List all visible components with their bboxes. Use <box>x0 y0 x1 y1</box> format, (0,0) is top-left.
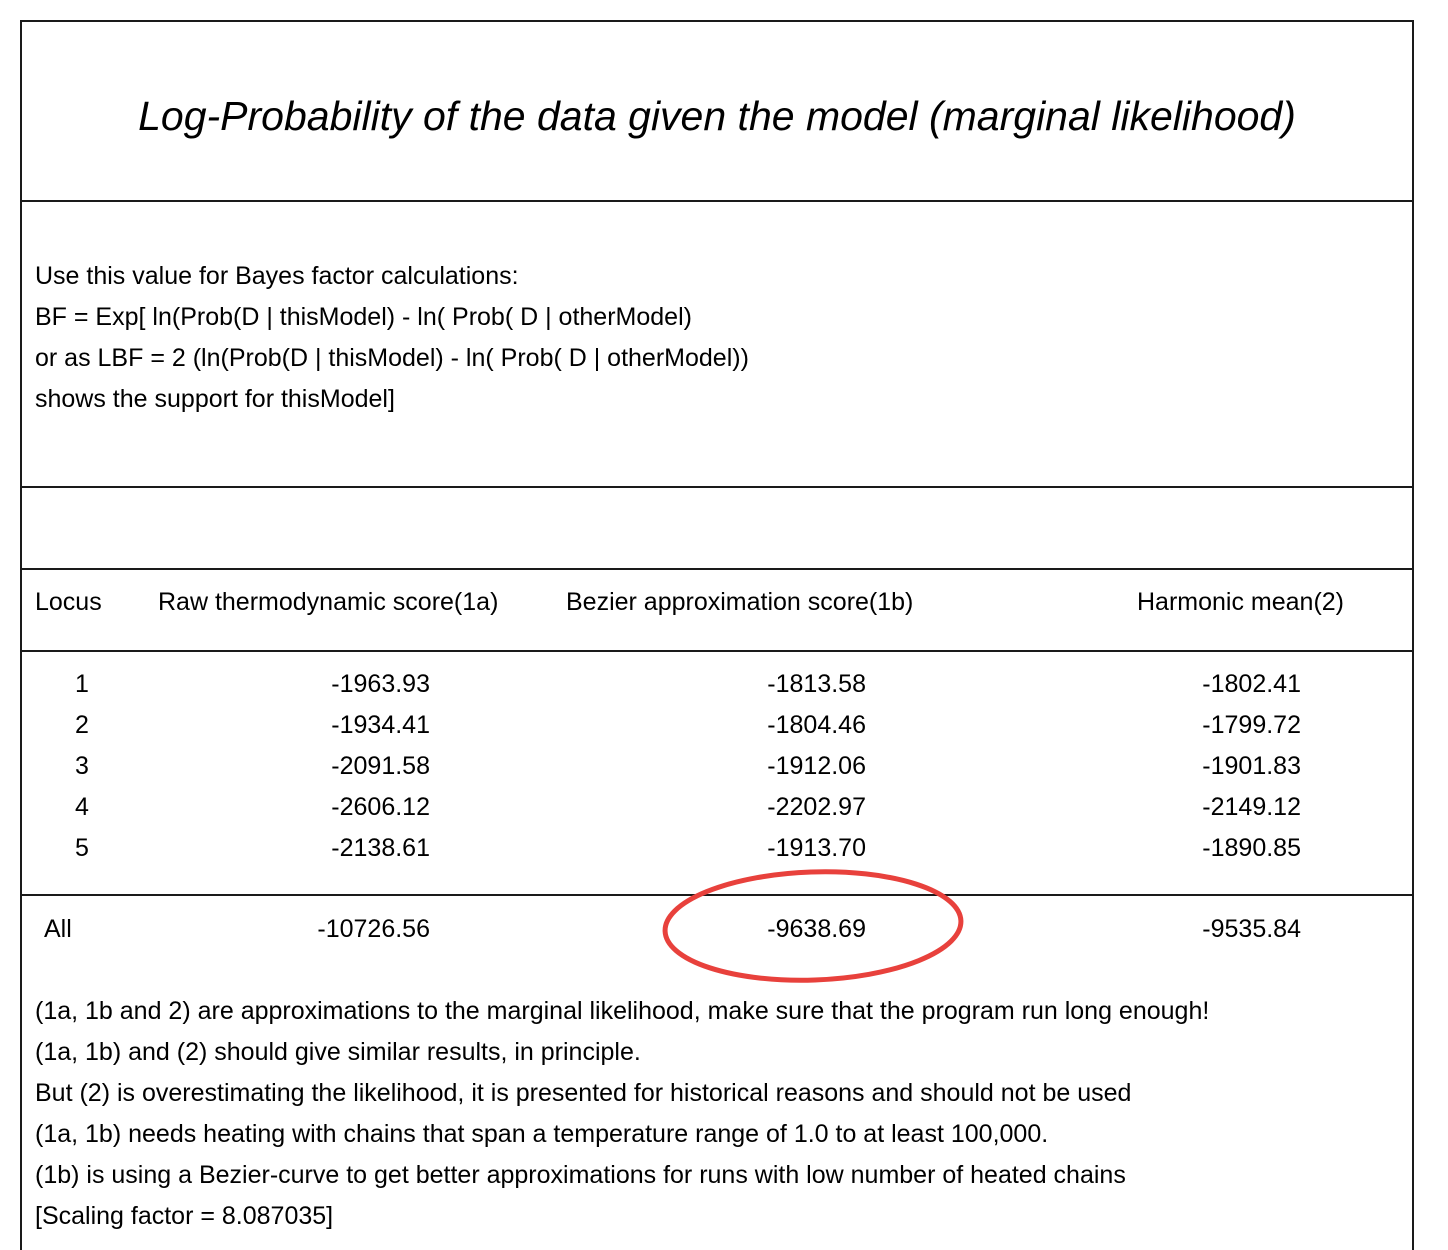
intro-line: or as LBF = 2 (ln(Prob(D | thisModel) - ln( Prob( D | otherModel)) <box>35 344 749 372</box>
divider <box>22 568 1412 570</box>
bezier-score-cell: -1912.06 <box>767 752 866 780</box>
bezier-score-cell: -1804.46 <box>767 711 866 739</box>
divider <box>22 894 1412 896</box>
raw-score-cell: -2606.12 <box>331 793 430 821</box>
total-bezier-score-cell: -9638.69 <box>767 915 866 943</box>
harmonic-mean-cell: -1901.83 <box>1202 752 1301 780</box>
raw-score-cell: -1963.93 <box>331 670 430 698</box>
report-title: Log-Probability of the data given the model (marginal likelihood) <box>138 93 1296 139</box>
harmonic-mean-cell: -1802.41 <box>1202 670 1301 698</box>
note-line: (1a, 1b) and (2) should give similar results, in principle. <box>35 1038 641 1066</box>
harmonic-mean-cell: -1799.72 <box>1202 711 1301 739</box>
locus-cell: 2 <box>75 711 89 739</box>
report-frame <box>20 20 1414 1250</box>
locus-cell: 3 <box>75 752 89 780</box>
total-harmonic-mean-cell: -9535.84 <box>1202 915 1301 943</box>
harmonic-mean-cell: -2149.12 <box>1202 793 1301 821</box>
locus-cell: 1 <box>75 670 89 698</box>
note-line: (1a, 1b) needs heating with chains that span a temperature range of 1.0 to at least 100,000. <box>35 1120 1049 1148</box>
note-line: (1a, 1b and 2) are approximations to the marginal likelihood, make sure that the program run long enough! <box>35 997 1210 1025</box>
divider <box>22 650 1412 652</box>
column-header-bezier: Bezier approximation score(1b) <box>566 588 914 616</box>
harmonic-mean-cell: -1890.85 <box>1202 834 1301 862</box>
column-header-raw-thermodynamic: Raw thermodynamic score(1a) <box>158 588 499 616</box>
intro-line: BF = Exp[ ln(Prob(D | thisModel) - ln( Prob( D | otherModel) <box>35 303 692 331</box>
bezier-score-cell: -2202.97 <box>767 793 866 821</box>
divider <box>22 486 1412 488</box>
bezier-score-cell: -1913.70 <box>767 834 866 862</box>
column-header-harmonic-mean: Harmonic mean(2) <box>1137 588 1345 616</box>
note-line: [Scaling factor = 8.087035] <box>35 1202 334 1230</box>
locus-cell: 5 <box>75 834 89 862</box>
total-locus-cell: All <box>44 915 72 943</box>
raw-score-cell: -2138.61 <box>331 834 430 862</box>
divider <box>22 200 1412 202</box>
bezier-score-cell: -1813.58 <box>767 670 866 698</box>
note-line: But (2) is overestimating the likelihood, it is presented for historical reasons and should not be used <box>35 1079 1132 1107</box>
note-line: (1b) is using a Bezier-curve to get better approximations for runs with low number of heated chains <box>35 1161 1126 1189</box>
intro-line: shows the support for thisModel] <box>35 385 395 413</box>
total-raw-score-cell: -10726.56 <box>317 915 430 943</box>
raw-score-cell: -2091.58 <box>331 752 430 780</box>
column-header-locus: Locus <box>35 588 102 616</box>
raw-score-cell: -1934.41 <box>331 711 430 739</box>
intro-line: Use this value for Bayes factor calculations: <box>35 262 519 290</box>
locus-cell: 4 <box>75 793 89 821</box>
